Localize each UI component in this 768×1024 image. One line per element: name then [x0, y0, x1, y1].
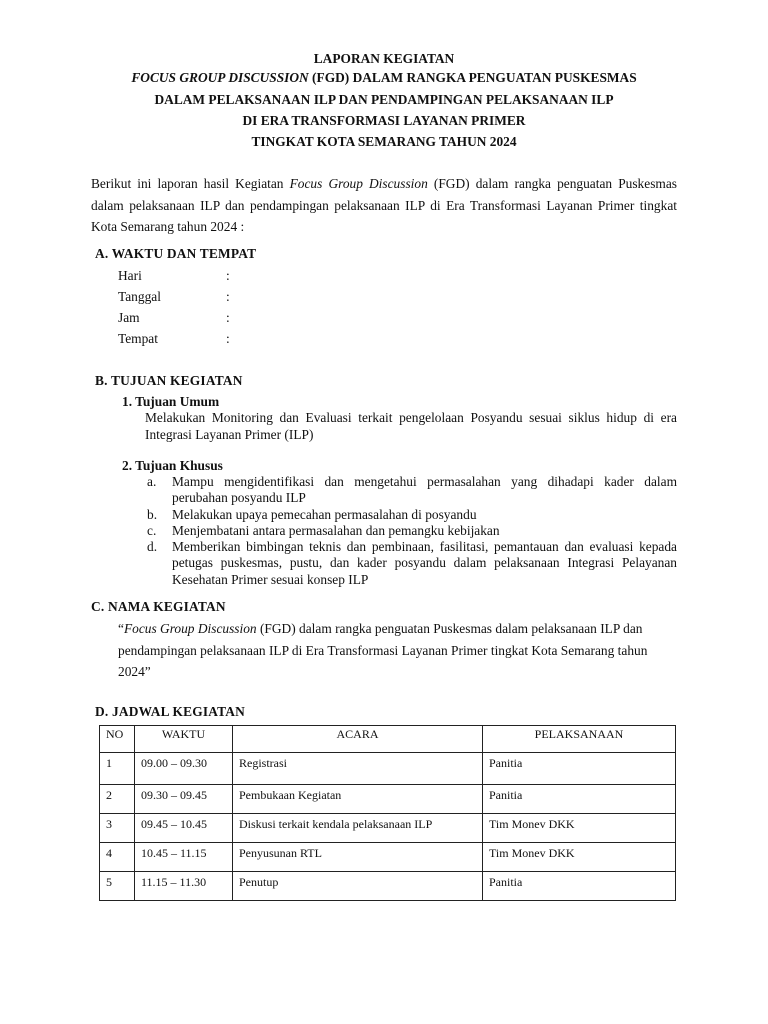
cell-no: 4 — [100, 843, 135, 872]
table-row — [100, 872, 676, 901]
report-subtitle-line-1 — [0, 70, 768, 86]
cell-pelaksanaan: Panitia — [483, 785, 676, 814]
field-label-tempat: Tempat — [118, 331, 158, 346]
report-title: LAPORAN KEGIATAN — [313, 51, 455, 66]
column-header-acara: ACARA — [233, 726, 483, 753]
intro-italic: Focus Group Discussion — [289, 176, 428, 191]
section-c-heading: C. NAMA KEGIATAN — [91, 599, 226, 614]
cell-acara: Registrasi — [233, 753, 483, 785]
cell-no: 2 — [100, 785, 135, 814]
section-a-heading: A. WAKTU DAN TEMPAT — [95, 246, 257, 261]
list-item-text: Memberikan bimbingan teknis dan pembinaan, fasilitasi, pemantauan dan evaluasi kepada petugas puskesmas, pustu, dan kader posyandu dalam pelaksanaan Integrasi Pelayanan Kesehatan Primer sesuai konsep ILP — [172, 539, 677, 587]
list-item-label: d. — [147, 539, 158, 554]
cell-no: 5 — [100, 872, 135, 901]
cell-acara: Penutup — [233, 872, 483, 901]
list-item — [147, 507, 677, 524]
column-header-no: NO — [100, 726, 135, 753]
field-label-jam: Jam — [118, 310, 140, 325]
cell-waktu: 09.45 – 10.45 — [135, 814, 233, 843]
quote-open: “ — [118, 621, 124, 636]
table-row — [100, 814, 676, 843]
list-item-text: Menjembatani antara permasalahan dan pemangku kebijakan — [172, 523, 500, 538]
report-subtitle-line-3: DI ERA TRANSFORMASI LAYANAN PRIMER — [242, 113, 526, 128]
tujuan-umum-text: Melakukan Monitoring dan Evaluasi terkait pengelolaan Posyandu sesuai siklus hidup di era Integrasi Layanan Primer (ILP) — [145, 410, 677, 442]
schedule-table — [99, 725, 676, 901]
activity-name-paragraph — [118, 618, 678, 683]
list-item — [147, 523, 677, 540]
table-row — [100, 753, 676, 785]
cell-pelaksanaan: Panitia — [483, 753, 676, 785]
report-subtitle-line-4: TINGKAT KOTA SEMARANG TAHUN 2024 — [251, 134, 517, 149]
report-subtitle-line-2: DALAM PELAKSANAAN ILP DAN PENDAMPINGAN PELAKSANAAN ILP — [154, 92, 614, 107]
subtitle-italic: FOCUS GROUP DISCUSSION — [131, 70, 309, 85]
column-header-waktu: WAKTU — [135, 726, 233, 753]
field-label-hari: Hari — [118, 268, 142, 283]
table-row — [100, 843, 676, 872]
column-header-pelaksanaan: PELAKSANAAN — [483, 726, 676, 753]
cell-acara: Diskusi terkait kendala pelaksanaan ILP — [233, 814, 483, 843]
list-item — [147, 474, 677, 508]
field-sep-jam: : — [226, 310, 230, 325]
list-item-text: Mampu mengidentifikasi dan mengetahui permasalahan yang dihadapi kader dalam perubahan posyandu ILP — [172, 474, 677, 506]
list-item-text: Melakukan upaya pemecahan permasalahan di posyandu — [172, 507, 477, 522]
list-item-label: b. — [147, 507, 158, 522]
activity-name-italic: Focus Group Discussion — [123, 621, 257, 636]
cell-waktu: 10.45 – 11.15 — [135, 843, 233, 872]
tujuan-umum-title: 1. Tujuan Umum — [122, 394, 220, 409]
cell-acara: Penyusunan RTL — [233, 843, 483, 872]
field-sep-tanggal: : — [226, 289, 230, 304]
cell-waktu: 09.00 – 09.30 — [135, 753, 233, 785]
table-header-row — [100, 726, 676, 753]
cell-pelaksanaan: Tim Monev DKK — [483, 843, 676, 872]
cell-pelaksanaan: Tim Monev DKK — [483, 814, 676, 843]
cell-waktu: 11.15 – 11.30 — [135, 872, 233, 901]
field-sep-hari: : — [226, 268, 230, 283]
intro-text-end: (FGD) dalam rangka penguatan Puskesmas dalam pelaksanaan ILP dan pendampingan pelaksanaan ILP di Era Transformasi Layanan Primer tingkat Kota Semarang tahun 2024 : — [91, 176, 677, 234]
cell-waktu: 09.30 – 09.45 — [135, 785, 233, 814]
activity-name-rest: (FGD) dalam rangka penguatan Puskesmas dalam pelaksanaan ILP dan pendampingan pelaksanaan ILP di Era Transformasi Layanan Primer tingkat Kota Semarang tahun 2024” — [118, 621, 648, 679]
list-item-label: c. — [147, 523, 157, 538]
list-item — [147, 539, 677, 589]
tujuan-khusus-title: 2. Tujuan Khusus — [122, 458, 223, 473]
section-d-heading: D. JADWAL KEGIATAN — [95, 704, 246, 719]
section-b-heading: B. TUJUAN KEGIATAN — [95, 373, 243, 388]
field-label-tanggal: Tanggal — [118, 289, 161, 304]
cell-pelaksanaan: Panitia — [483, 872, 676, 901]
subtitle-rest: (FGD) DALAM RANGKA PENGUATAN PUSKESMAS — [308, 70, 637, 85]
cell-no: 3 — [100, 814, 135, 843]
field-sep-tempat: : — [226, 331, 230, 346]
list-item-label: a. — [147, 474, 157, 489]
intro-text-start: Berikut ini laporan hasil Kegiatan — [91, 176, 290, 191]
table-row — [100, 785, 676, 814]
intro-paragraph — [91, 173, 677, 238]
cell-acara: Pembukaan Kegiatan — [233, 785, 483, 814]
cell-no: 1 — [100, 753, 135, 785]
